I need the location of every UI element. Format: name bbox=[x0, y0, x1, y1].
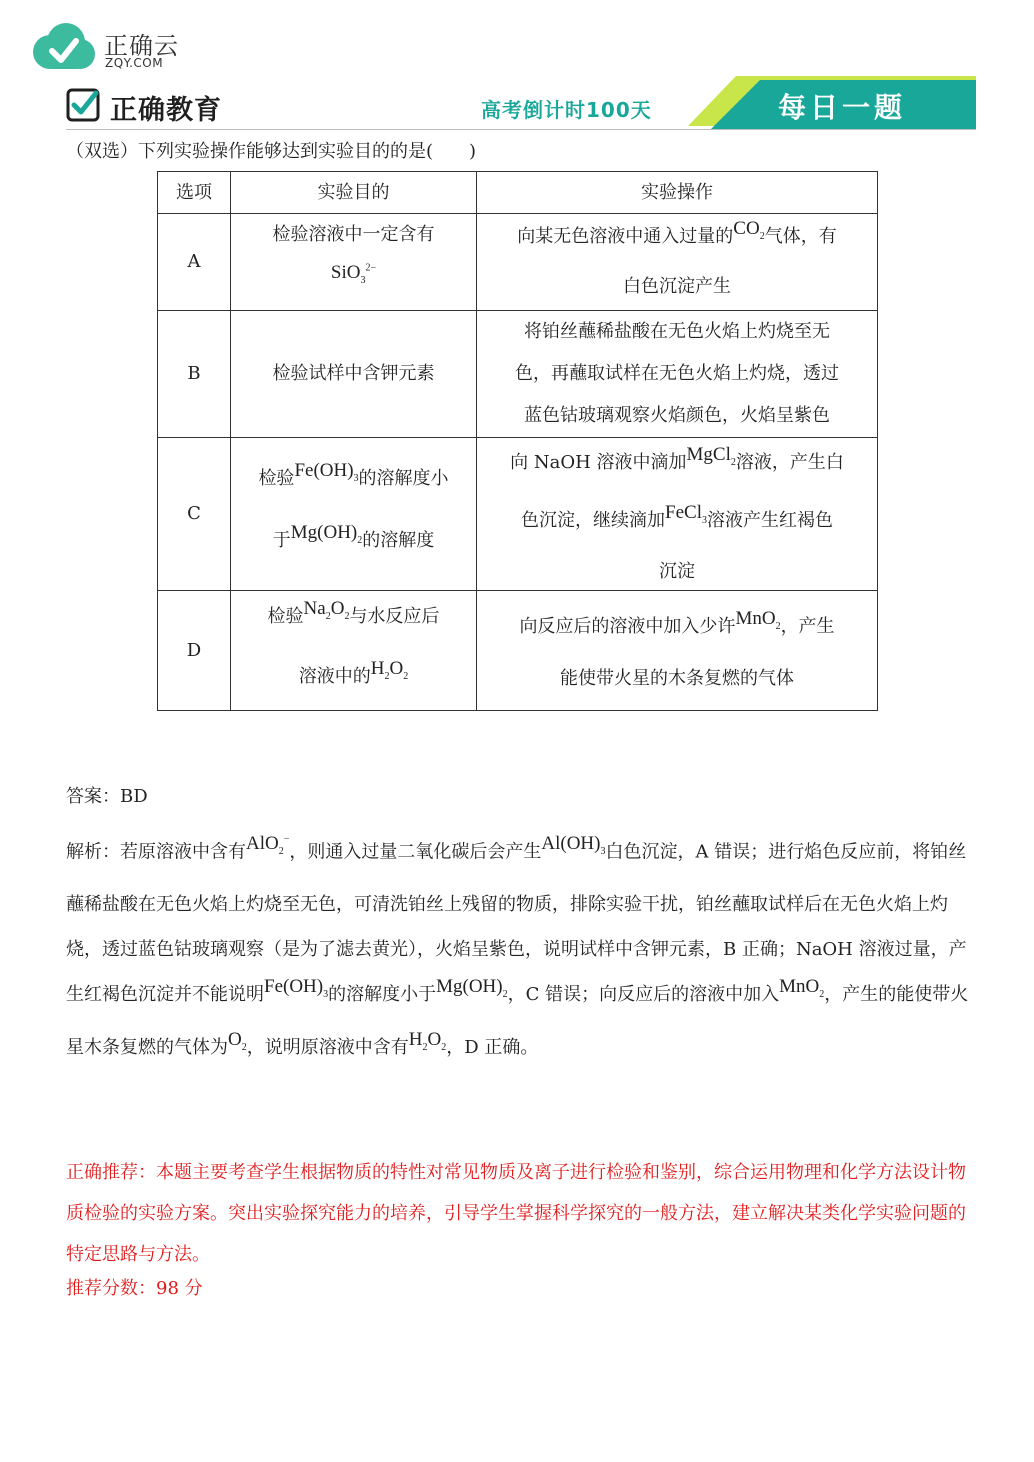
header-title: 正确教育 bbox=[110, 95, 222, 126]
purpose-line: 检验$Fe(OH)_3$的溶解度小 bbox=[258, 460, 449, 490]
countdown-label: 高考倒计时100天 bbox=[481, 98, 652, 122]
table-row bbox=[158, 214, 878, 311]
recommendation-text: 正确推荐：本题主要考查学生根据物质的特性对常见物质及离子进行检验和鉴别，综合运用物理和化学方法设计物质检验的实验方案。突出实验探究能力的培养，引导学生掌握科学探究的一般方法，建立解决某类化学实验问题的特定思路与方法。 bbox=[66, 1162, 966, 1265]
header-bar bbox=[66, 74, 976, 130]
purpose-cell bbox=[231, 214, 477, 311]
option-label: A bbox=[158, 214, 231, 311]
option-label: C bbox=[158, 438, 231, 591]
operation-line: 沉淀 bbox=[659, 560, 695, 582]
table-row bbox=[158, 438, 878, 591]
brand-logo bbox=[30, 22, 190, 78]
answer-text: 答案：BD bbox=[66, 786, 148, 807]
operation-line: 色沉淀，继续滴加FeCl$_3$溶液产生红褐色 bbox=[521, 501, 833, 531]
purpose-line: 于$Mg(OH)_2$的溶解度 bbox=[272, 521, 435, 551]
checkbox-icon bbox=[66, 88, 100, 122]
purpose-cell bbox=[231, 438, 477, 591]
operation-cell bbox=[477, 438, 878, 591]
operation-line: 蓝色钴玻璃观察火焰颜色，火焰呈紫色 bbox=[524, 405, 830, 427]
purpose-line: 溶液中的$H_2O_2$ bbox=[298, 657, 409, 687]
option-label: B bbox=[158, 311, 231, 438]
operation-cell bbox=[477, 311, 878, 438]
operation-cell bbox=[477, 590, 878, 711]
operation-line: 白色沉淀产生 bbox=[623, 275, 731, 297]
option-label: D bbox=[158, 590, 231, 711]
purpose-formula: SiO$_3^{2-}$ bbox=[330, 262, 377, 287]
operation-line: 将铂丝蘸稀盐酸在无色火焰上灼烧至无 bbox=[524, 321, 830, 343]
purpose-line: 检验$Na_2O_2$与水反应后 bbox=[267, 597, 440, 627]
operation-line: 向某无色溶液中通入过量的$CO_2$气体，有 bbox=[517, 218, 837, 248]
brand-domain: ZQY.COM bbox=[105, 56, 164, 70]
question-stem: （双选）下列实验操作能够达到实验目的的是( ) bbox=[66, 141, 477, 162]
brand-name: 正确云 bbox=[104, 32, 179, 60]
purpose-cell: 检验试样中含钾元素 bbox=[231, 311, 477, 438]
operation-cell bbox=[477, 214, 878, 311]
header-purpose: 实验目的 bbox=[231, 172, 477, 214]
cloud-check-icon bbox=[30, 22, 96, 72]
operation-line: 色，再蘸取试样在无色火焰上灼烧，透过 bbox=[515, 363, 839, 385]
header-divider bbox=[66, 129, 976, 130]
header-operation: 实验操作 bbox=[477, 172, 878, 214]
operation-line: 向 NaOH 溶液中滴加MgCl$_2$溶液，产生白 bbox=[510, 444, 844, 474]
daily-title: 每日一题 bbox=[778, 91, 907, 124]
purpose-cell bbox=[231, 590, 477, 711]
purpose-text: 检验溶液中一定含有 bbox=[272, 224, 435, 245]
recommend-score: 推荐分数：98 分 bbox=[66, 1278, 203, 1299]
operation-line: 向反应后的溶液中加入少许MnO$_2$，产生 bbox=[519, 607, 835, 637]
table-header-row bbox=[158, 172, 878, 214]
operation-line: 能使带火星的木条复燃的气体 bbox=[560, 668, 794, 690]
analysis-paragraph: 解析：若原溶液中含有AlO$_2$−，则通入过量二氧化碳后会产生$Al(OH)_3$白色沉淀，A 错误；进行焰色反应前，将铂丝蘸稀盐酸在无色火焰上灼烧至无色，可清洗铂丝上残留的物质，排除实验干扰，铂丝蘸取试样后在无色火焰上灼烧，透过蓝色钴玻璃观察（是为了滤去黄光），火焰呈紫色，说明试样中含钾元素，B 正确；NaOH 溶液过量，产生红褐色沉淀并不能说明$Fe(OH)_3$的溶解度小于$Mg(OH)_2$，C 错误；向反应后的溶液中加入MnO$_2$，产生的能使带火星木条复燃的气体为$O_2$，说明原溶液中含有$H_2O_2$，D 正确。 bbox=[66, 833, 969, 1058]
options-table bbox=[157, 171, 878, 711]
table-row bbox=[158, 311, 878, 438]
header-option: 选项 bbox=[158, 172, 231, 214]
table-row bbox=[158, 590, 878, 711]
